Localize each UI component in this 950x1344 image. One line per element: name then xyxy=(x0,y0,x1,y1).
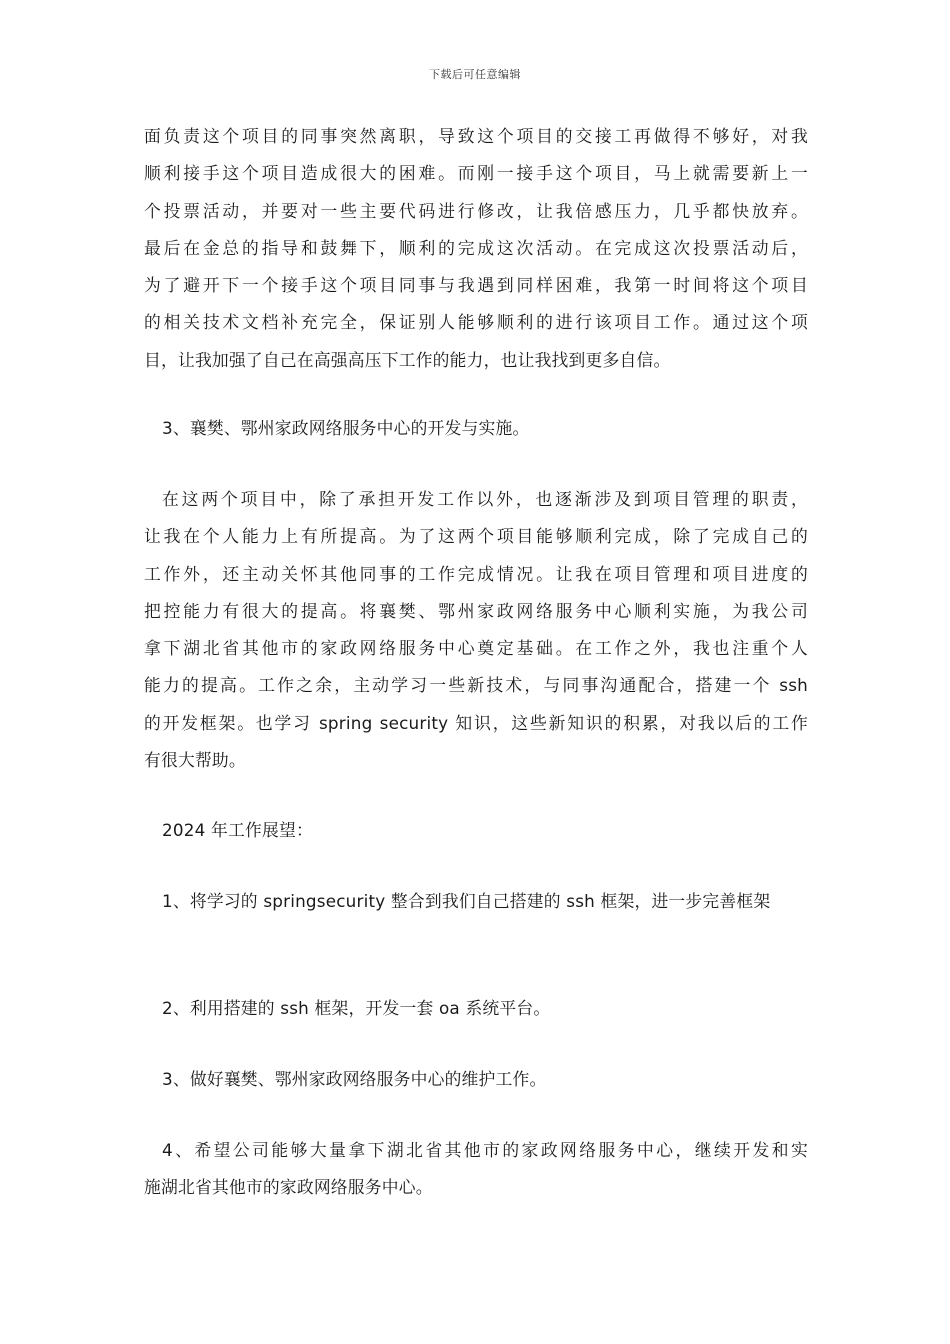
text-line: 目，让我加强了自己在高强高压下工作的能力，也让我找到更多自信。 xyxy=(144,349,671,370)
section-item-3 xyxy=(144,410,808,447)
text-line: 让我在个人能力上有所提高。为了这两个项目能够顺利完成，除了完成自己的 xyxy=(144,526,808,547)
text-line: 拿下湖北省其他市的家政网络服务中心奠定基础。在工作之外，我也注重个人 xyxy=(144,638,808,659)
text-line: 1、将学习的 springsecurity 整合到我们自己搭建的 ssh 框架，进一步完善框架 xyxy=(162,891,771,911)
outlook-item-2 xyxy=(144,990,808,1027)
text-line: 最后在金总的指导和鼓舞下，顺利的完成这次活动。在完成这次投票活动后， xyxy=(144,237,808,258)
text-line: 4、希望公司能够大量拿下湖北省其他市的家政网络服务中心，继续开发和实 xyxy=(162,1140,808,1160)
section-outlook-heading xyxy=(144,812,808,849)
text-line: 2024 年工作展望： xyxy=(162,820,313,840)
text-line: 3、襄樊、鄂州家政网络服务中心的开发与实施。 xyxy=(162,418,530,438)
outlook-item-1 xyxy=(144,883,808,920)
text-line: 3、做好襄樊、鄂州家政网络服务中心的维护工作。 xyxy=(162,1069,547,1089)
outlook-item-3 xyxy=(144,1061,808,1098)
text-line: 在这两个项目中，除了承担开发工作以外，也逐渐涉及到项目管理的职责， xyxy=(162,489,808,509)
text-line: 2、利用搭建的 ssh 框架，开发一套 oa 系统平台。 xyxy=(162,998,551,1018)
text-line: 有很大帮助。 xyxy=(144,750,246,771)
text-line: 面负责这个项目的同事突然离职，导致这个项目的交接工再做得不够好，对我 xyxy=(144,126,808,146)
paragraph-project-management xyxy=(144,481,808,779)
text-line: 施湖北省其他市的家政网络服务中心。 xyxy=(144,1177,433,1198)
page-header: 下载后可任意编辑 xyxy=(429,68,521,81)
text-line: 为了避开下一个接手这个项目同事与我遇到同样困难，我第一时间将这个项目 xyxy=(144,275,808,296)
text-line: 顺利接手这个项目造成很大的困难。而刚一接手这个项目，马上就需要新上一 xyxy=(144,163,808,184)
paragraph-project-handover xyxy=(144,118,808,379)
outlook-item-4 xyxy=(144,1132,808,1207)
text-line: 把控能力有很大的提高。将襄樊、鄂州家政网络服务中心顺利实施，为我公司 xyxy=(144,600,808,621)
text-line: 工作外，还主动关怀其他同事的工作完成情况。让我在项目管理和项目进度的 xyxy=(144,563,808,584)
text-line: 个投票活动，并要对一些主要代码进行修改，让我倍感压力，几乎都快放弃。 xyxy=(144,200,808,221)
text-line: 的相关技术文档补充完全，保证别人能够顺利的进行该项目工作。通过这个项 xyxy=(144,312,808,333)
text-line: 能力的提高。工作之余，主动学习一些新技术，与同事沟通配合，搭建一个 ssh xyxy=(144,675,808,696)
text-line: 的开发框架。也学习 spring security 知识，这些新知识的积累，对我以后的工作 xyxy=(144,712,808,733)
